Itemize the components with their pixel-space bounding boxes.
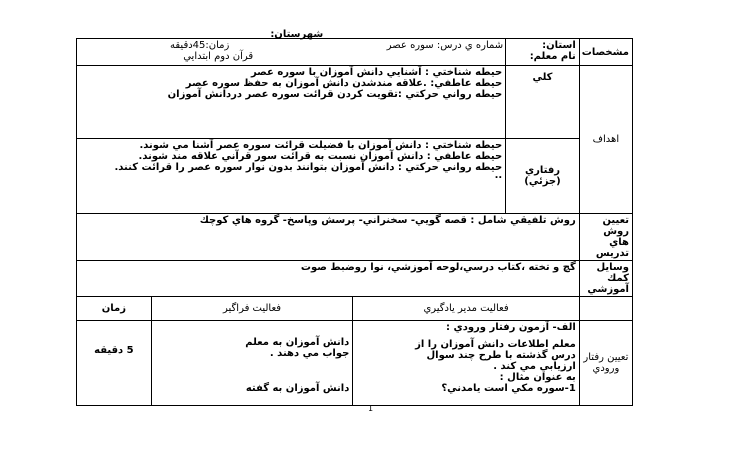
teacher-activity-header: فعاليت مدير يادگيري: [423, 303, 509, 314]
lesson-plan-table: [76, 29, 633, 406]
learner-activity-line: جواب مي دهند .: [269, 348, 350, 359]
teacher-activity-line: معلم اطلاعات دانش آموزان را از: [415, 339, 576, 350]
materials-text: گچ و تخته ،كتاب درسي،لوحه آموزشي، نوا روضبط صوت: [300, 262, 576, 273]
materials-text-cell: [77, 261, 580, 297]
lesson-number: شماره ي درس: سوره عصر: [386, 40, 504, 51]
time-header: زمان: [101, 303, 126, 314]
province-label: استان:: [542, 40, 576, 51]
entry-test-title: الف- آزمون رفتار ورودي :: [446, 322, 576, 333]
learner-activity-header-cell: [151, 297, 353, 321]
teacher-activity-header-cell: [353, 297, 579, 321]
method-text-cell: [77, 214, 580, 261]
teacher-activity-line: درس گذشته با طرح چند سوال: [426, 350, 576, 361]
general-label: كلي: [532, 72, 553, 83]
header-left-cell: [506, 39, 580, 66]
city-label: شهرستان:: [270, 29, 324, 40]
method-label-cell: [579, 214, 632, 261]
behavioral-label: رفتاري (جزئي): [524, 165, 561, 187]
behavioral-objectives-cell: [77, 139, 506, 214]
general-objectives-cell: [77, 66, 506, 139]
method-label: تعيين روش هاي تدريس: [595, 215, 629, 259]
teacher-activity-line: ارزيابي مي كند .: [493, 361, 576, 372]
learner-activity-tail: دانش آموزان به گفته: [245, 383, 350, 394]
time-header-cell: [77, 297, 152, 321]
activities-empty-cell: [579, 297, 632, 321]
teacher-activity-line: به عنوان مثال :: [499, 372, 576, 383]
teacher-activity-line: 1-سوره مكي است يامدني؟: [441, 383, 576, 394]
behavioral-label-cell: [506, 139, 580, 214]
teacher-label: نام معلم:: [529, 51, 576, 62]
page-number: 1: [368, 404, 374, 413]
general-objective-cognitive: حيطه شناختي : آشنايي دانش آموزان با سوره عصر: [250, 67, 503, 78]
behavioral-objective-affective: حيطه عاطفي : دانش آموزان نسبت به قرائت سور قرآني علاقه مند شوند.: [138, 151, 503, 162]
learner-activity-header: فعاليت فراگير: [223, 303, 282, 314]
general-label-cell: [506, 66, 580, 139]
lesson-time: زمان:45دقیقه: [170, 40, 230, 51]
entry-label: تعيين رفتار ورودي: [583, 352, 629, 374]
behavioral-objective-ellipsis: ..: [494, 170, 503, 181]
header-label-cell: [579, 39, 632, 66]
learner-activity-line: دانش آموزان به معلم: [245, 337, 350, 348]
method-text: روش تلفيقي شامل : قصه گويي- سخنراني- پرسش وپاسخ- گروه هاي كوچك: [199, 215, 576, 226]
entry-label-cell: [579, 321, 632, 406]
behavioral-objective-psychomotor: حيطه رواني حركتي : دانش آموزان بتوانند بدون نوار سوره عصر را قرائت كنند.: [114, 162, 503, 173]
entry-time-cell: [77, 321, 152, 406]
learner-activity-cell: [151, 321, 353, 406]
materials-label: وسايل كمك آموزشي: [587, 262, 629, 295]
entry-time: 5 دقيقه: [94, 345, 134, 356]
behavioral-objective-cognitive: حيطه شناختي : دانش آموزان با فضيلت قرائت سوره عصر آشنا مي شوند.: [139, 140, 503, 151]
header-info-cell: [77, 29, 506, 66]
header-label: مشخصات: [581, 46, 629, 58]
grade-label: قرآن دوم ابتدايي: [183, 51, 254, 62]
objectives-label: اهداف: [592, 134, 620, 145]
teacher-activity-cell: [353, 321, 579, 406]
general-objective-psychomotor: حيطه رواني حركتي :تقويت كردن قرائت سوره عصر دردانش آموزان: [167, 89, 503, 100]
objectives-label-cell: [579, 66, 632, 214]
materials-label-cell: [579, 261, 632, 297]
general-objective-affective: حيطه عاطفي: .علاقه مندشدن دانش آموزان به حفظ سوره عصر: [185, 78, 503, 89]
